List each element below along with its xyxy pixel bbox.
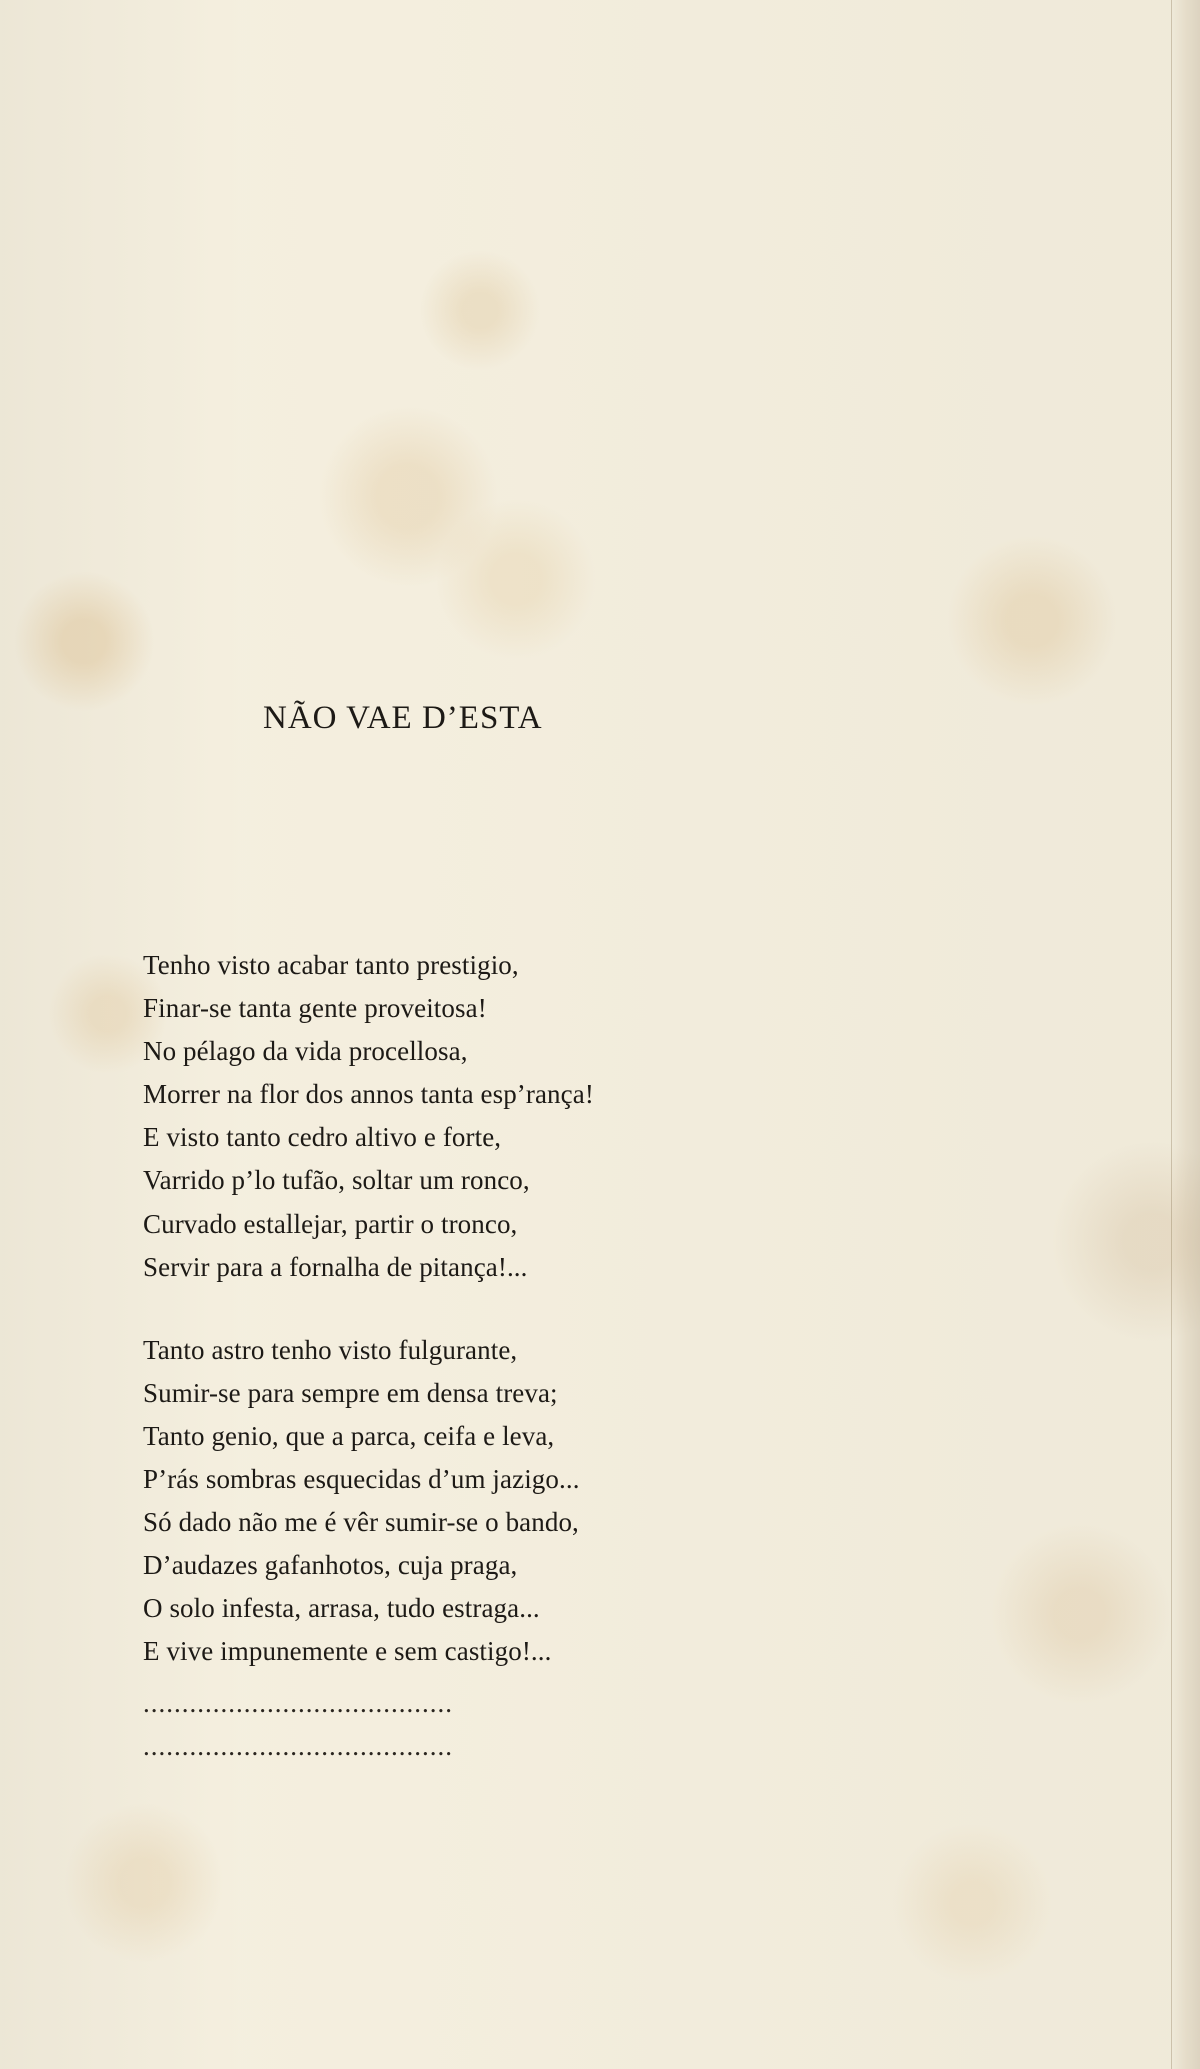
poem-line: E vive impunemente e sem castigo!... <box>143 1636 552 1667</box>
poem-line: Morrer na flor dos annos tanta esp’rança! <box>143 1079 594 1110</box>
poem-title: NÃO VAE D’ESTA <box>263 700 543 736</box>
poem-line: Sumir-se para sempre em densa treva; <box>143 1377 558 1408</box>
poem-line: Varrido p’lo tufão, soltar um ronco, <box>143 1165 530 1196</box>
poem-line: Tenho visto acabar tanto prestigio, <box>143 950 519 980</box>
poem-line: Curvado estallejar, partir o tronco, <box>143 1208 518 1239</box>
page-edge <box>1171 0 1200 2069</box>
poem-line: Tanto astro tenho visto fulgurante, <box>143 1334 518 1365</box>
poem-line: P’rás sombras esquecidas d’um jazigo... <box>143 1464 580 1495</box>
poem-line: Tanto genio, que a parca, ceifa e leva, <box>143 1420 555 1451</box>
ellipsis-line: ........................................ <box>143 1730 453 1761</box>
poem-line: No pélago da vida procellosa, <box>143 1036 468 1067</box>
poem-line: D’audazes gafanhotos, cuja praga, <box>143 1550 518 1581</box>
stanza-2 <box>143 1329 703 1674</box>
ellipsis-block <box>143 1682 703 1768</box>
ellipsis-line: ........................................ <box>143 1687 453 1718</box>
poem-line: O solo infesta, arrasa, tudo estraga... <box>143 1593 540 1624</box>
poem-line: Só dado não me é vêr sumir-se o bando, <box>143 1507 579 1538</box>
poem-line: Finar-se tanta gente proveitosa! <box>143 993 487 1024</box>
poem-line: Servir para a fornalha de pitança!... <box>143 1251 528 1282</box>
stanza-1 <box>143 944 703 1289</box>
poem-body <box>143 944 703 1768</box>
poem-line: E visto tanto cedro altivo e forte, <box>143 1122 502 1153</box>
